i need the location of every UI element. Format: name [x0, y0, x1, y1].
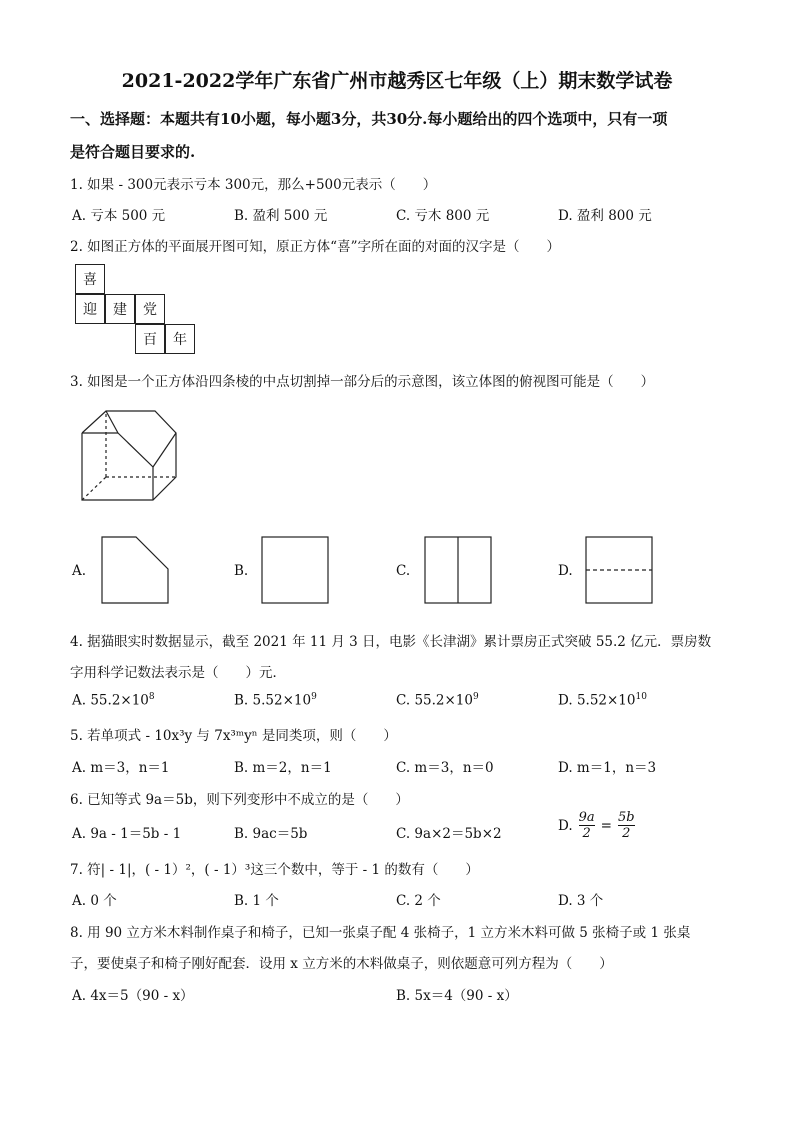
question-1-stem: 1. 如果 - 300元表示亏本 300元，那么+500元表示（ ） — [70, 177, 437, 193]
net-cell-ying: 迎 — [75, 294, 105, 324]
q4-option-a: A. $55.2\times 10^8$ — [72, 692, 155, 709]
q3-option-d-figure — [585, 536, 655, 606]
net-cell-dang: 党 — [135, 294, 165, 324]
q6-option-b: B. 9ac＝5b — [234, 826, 308, 842]
fraction-left: $\frac{9a}{2}$ — [578, 810, 595, 841]
q8-option-a: A. 4x＝5（90 - x） — [72, 988, 194, 1004]
q5-option-d: D. m＝1，n＝3 — [558, 760, 657, 776]
q3-option-b-label: B. — [234, 563, 249, 579]
fraction-right: $\frac{5b}{2}$ — [617, 810, 635, 841]
fraction-equals: = — [600, 817, 612, 834]
page-title: 2021-2022学年广东省广州市越秀区七年级（上）期末数学试卷 — [121, 70, 673, 92]
q3-option-c-figure — [424, 536, 494, 606]
q4-option-c: C. $55.2\times 10^9$ — [396, 692, 479, 709]
q4-option-b: B. $5.52\times 10^9$ — [234, 692, 317, 709]
q3-option-b-figure — [261, 536, 331, 606]
q7-option-c: C. 2 个 — [396, 893, 441, 909]
q3-option-c-label: C. — [396, 563, 411, 579]
q3-option-a-figure — [101, 536, 171, 606]
net-cell-bai: 百 — [135, 324, 165, 354]
q4-option-d: D. $5.52\times 10^{10}$ — [558, 692, 647, 709]
question-4-stem-line1: 4. 据猫眼实时数据显示，截至 2021 年 11 月 3 日，电影《长津湖》累计票房正式突破 55.2 亿元．票房数 — [70, 634, 712, 650]
q5-option-a: A. m＝3，n＝1 — [72, 760, 170, 776]
q6-option-d — [558, 810, 635, 841]
q1-option-b: B. 盈利 500 元 — [234, 208, 328, 224]
section-heading-line2: 是符合题目要求的. — [70, 143, 196, 161]
question-7-stem: 7. 符| - 1|，( - 1）²，( - 1）³这三个数中，等于 - 1 的数有（ ） — [70, 862, 479, 878]
q6-option-c: C. 9a×2＝5b×2 — [396, 826, 502, 842]
question-5-stem: 5. 若单项式 - 10x³y 与 7x³ᵐyⁿ 是同类项，则（ ） — [70, 728, 397, 744]
q1-option-a: A. 亏本 500 元 — [72, 208, 166, 224]
q8-option-b: B. 5x＝4（90 - x） — [396, 988, 518, 1004]
question-8-stem-line2: 子，要使桌子和椅子刚好配套．设用 x 立方米的木料做桌子，则依题意可列方程为（ ） — [70, 956, 613, 972]
q6-option-a: A. 9a - 1＝5b - 1 — [72, 826, 182, 842]
q3-option-d-label: D. — [558, 563, 573, 579]
q1-option-d: D. 盈利 800 元 — [558, 208, 652, 224]
q7-option-d: D. 3 个 — [558, 893, 604, 909]
net-cell-xi: 喜 — [75, 264, 105, 294]
section-heading-line1: 一、选择题：本题共有10小题，每小题3分，共30分.每小题给出的四个选项中，只有一项 — [70, 110, 668, 128]
q7-option-a: A. 0 个 — [72, 893, 117, 909]
question-2-stem: 2. 如图正方体的平面展开图可知，原正方体“喜”字所在面的对面的汉字是（ ） — [70, 239, 560, 255]
q3-option-a-label: A. — [72, 563, 87, 579]
q7-option-b: B. 1 个 — [234, 893, 279, 909]
q6-option-d-label: D. — [558, 817, 573, 834]
q1-option-c: C. 亏木 800 元 — [396, 208, 490, 224]
q5-option-b: B. m＝2，n＝1 — [234, 760, 332, 776]
question-6-stem: 6. 已知等式 9a＝5b，则下列变形中不成立的是（ ） — [70, 792, 409, 808]
question-8-stem-line1: 8. 用 90 立方米木料制作桌子和椅子，已知一张桌子配 4 张椅子，1 立方米木料可做 5 张椅子或 1 张桌 — [70, 925, 691, 941]
question-4-stem-line2: 字用科学记数法表示是（ ）元． — [70, 665, 286, 681]
q5-option-c: C. m＝3，n＝0 — [396, 760, 494, 776]
net-cell-nian: 年 — [165, 324, 195, 354]
question-3-stem: 3. 如图是一个正方体沿四条棱的中点切割掉一部分后的示意图，该立体图的俯视图可能是（ ） — [70, 374, 655, 390]
net-cell-jian: 建 — [105, 294, 135, 324]
